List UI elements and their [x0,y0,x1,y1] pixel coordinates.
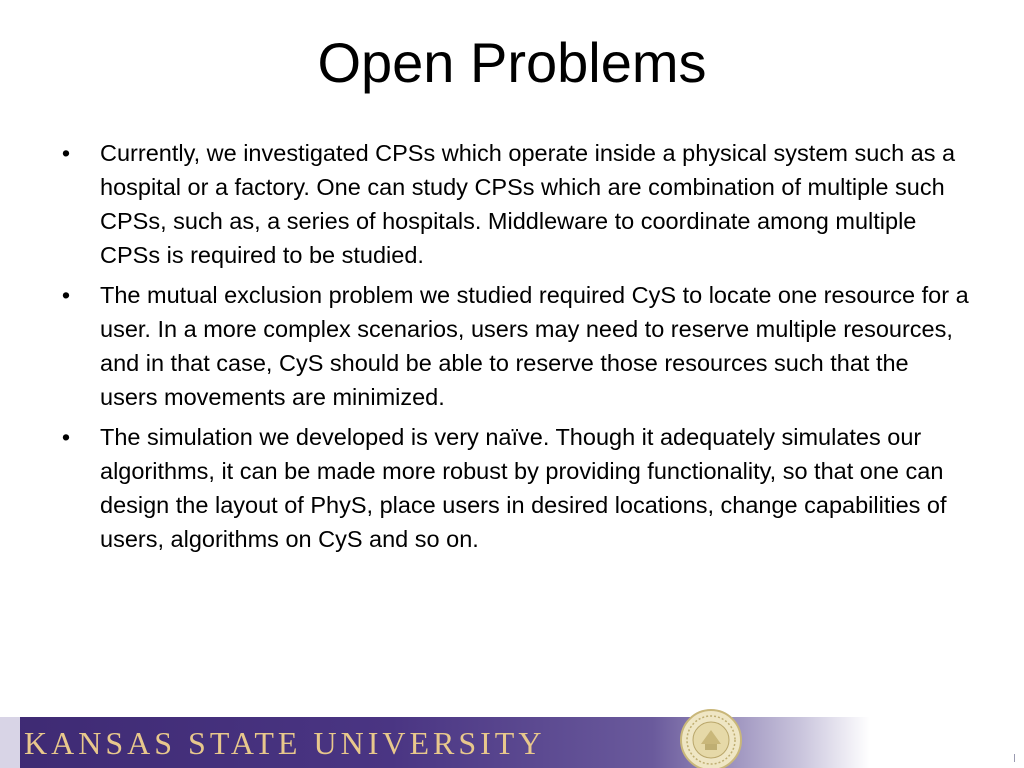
bullet-item [56,278,971,414]
bullet-item [56,136,971,272]
footer-bar-edge [0,717,20,768]
bullet-list [56,136,971,562]
bullet-text: The simulation we developed is very naïve. Though it adequately simulates our algorithms, it can be made more robust by providing functionality, so that one can design the layout of PhyS, place users in desired locations, change capabilities of users, algorithms on CyS and so on. [100,424,947,552]
bullet-marker: • [61,140,71,166]
bullet-marker: • [61,282,71,308]
university-seal-icon [679,708,743,768]
bullet-text: The mutual exclusion problem we studied required CyS to locate one resource for a user. In a more complex scenarios, users may need to reserve multiple resources, and in that case, CyS should be able to reserve those resources such that the users movements are minimized. [100,282,969,410]
university-name: KANSAS STATE UNIVERSITY [24,725,546,761]
bullet-marker: • [61,424,71,450]
bullet-item [56,420,971,556]
slide-title: Open Problems [317,31,707,94]
slide-edge-mark [1014,754,1015,762]
footer-banner [0,717,1024,768]
bullet-text: Currently, we investigated CPSs which operate inside a physical system such as a hospital or a factory. One can study CPSs which are combination of multiple such CPSs, such as, a series of hospitals. Middleware to coordinate among multiple CPSs is required to be studied. [100,140,956,268]
